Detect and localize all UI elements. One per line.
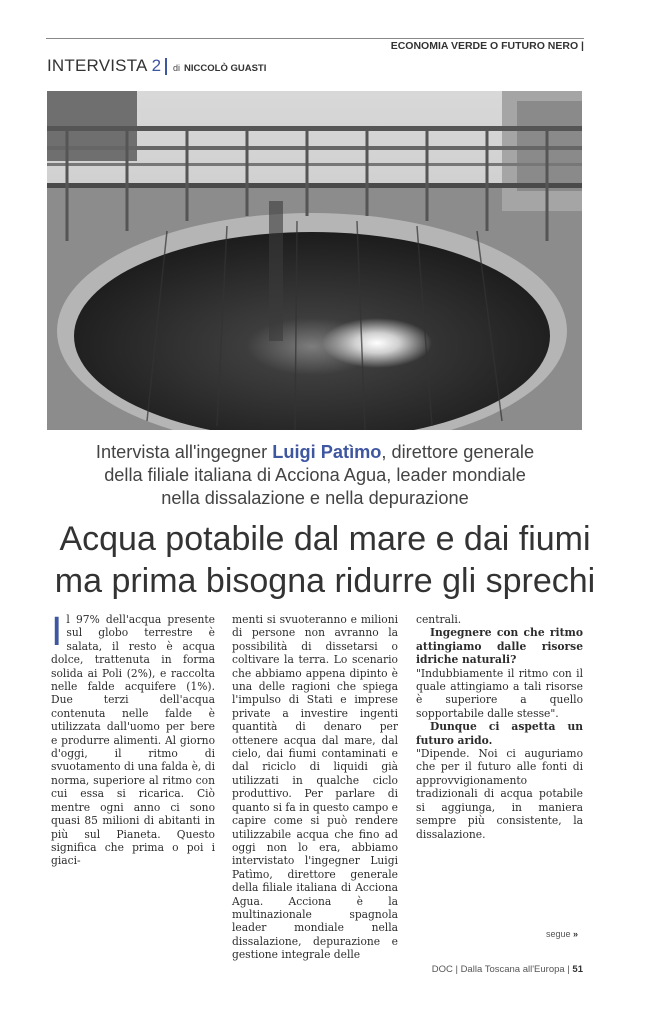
rubric-number: 2 xyxy=(151,56,162,75)
water-treatment-photo xyxy=(47,91,582,430)
standfirst-line-2: della filiale italiana di Acciona Agua, leader mondiale xyxy=(104,465,526,485)
headline-line-1: Acqua potabile dal mare e dai fiumi xyxy=(59,520,591,558)
body-column-1 xyxy=(51,608,215,868)
standfirst xyxy=(40,441,590,510)
standfirst-text: Intervista all'ingegner xyxy=(95,442,273,462)
byline-author: NICCOLÒ GUASTI xyxy=(184,63,267,74)
page-number: 51 xyxy=(572,964,583,975)
article-header xyxy=(47,56,266,76)
standfirst-line-1 xyxy=(40,441,590,464)
footer-publication: DOC | Dalla Toscana all'Europa | xyxy=(431,964,570,975)
drop-cap: I xyxy=(51,608,63,654)
continues-link[interactable] xyxy=(546,929,578,939)
section-title: ECONOMIA VERDE O FUTURO NERO | xyxy=(390,40,584,52)
page-footer xyxy=(432,964,583,975)
interviewee-name: Luigi Patìmo xyxy=(272,442,382,462)
interview-question: Dunque ci aspetta un futuro arido. xyxy=(416,720,583,747)
top-rule xyxy=(46,38,584,39)
interview-answer: "Indubbiamente il ritmo con il quale attingiamo a tali risorse è superiore a quello sopportabile dalle stesse". xyxy=(416,666,583,720)
standfirst-line-3: nella dissalazione e nella depurazione xyxy=(161,488,469,508)
body-column-2 xyxy=(232,613,398,962)
headline-line-2: ma prima bisogna ridurre gli sprechi xyxy=(54,562,596,600)
rubric-divider xyxy=(165,58,167,75)
paragraph: l 97% dell'acqua presente sul globo terrestre è salata, il resto è acqua dolce, trattenuta in forma solida ai Poli (2%), e raccolta nelle falde acquifere (1%). Due terzi dell'acqua contenuta nelle falde è utilizzata dall'uomo per bere e produrre alimenti. Al giorno d'oggi, il ritmo di svuotamento di una falda è, di norma, superiore al ritmo con cui essa si ricarica. Ciò mentre ogni anno ci sono quasi 85 milioni di abitanti in più sul Pianeta. Questo significa che prima o poi i giaci- xyxy=(51,613,215,868)
paragraph: menti si svuoteranno e milioni di persone non avranno la possibilità di dissetarsi o coltivare la terra. Lo scenario che abbiamo appena dipinto è una delle ragioni che spiega l'impulso di Stati e imprese private a investire ingenti quantità di denaro per ottenere acqua dal mare, dal cielo, dai fiumi contaminati e dal riciclo di liquidi già utilizzati in qualche ciclo produttivo. Per parlare di quanto si fa in questo campo e capire come si può rendere utilizzabile acqua che fino ad oggi non lo era, abbiamo intervistato l'ingegner Luigi Patìmo, direttore generale della filiale italiana di Acciona Agua. Acciona è la multinazionale spagnola leader mondiale nella dissalazione, depurazione e gestione integrale delle xyxy=(232,613,398,962)
body-column-3 xyxy=(416,613,583,841)
interview-answer: "Dipende. Noi ci auguriamo che per il futuro alle fonti di approvvigionamento tradizionali di acqua potabile si aggiunga, in maniera sempre più consistente, la dissalazione. xyxy=(416,747,583,841)
rubric-label: INTERVISTA xyxy=(47,56,148,75)
headline xyxy=(30,518,620,602)
double-chevron-right-icon: » xyxy=(573,929,579,939)
standfirst-text: , direttore generale xyxy=(381,442,535,462)
interview-question: Ingegnere con che ritmo attingiamo dalle risorse idriche naturali? xyxy=(416,626,583,667)
paragraph: centrali. xyxy=(416,613,462,626)
byline-prefix: di xyxy=(173,63,181,73)
continues-label: segue xyxy=(546,929,571,939)
